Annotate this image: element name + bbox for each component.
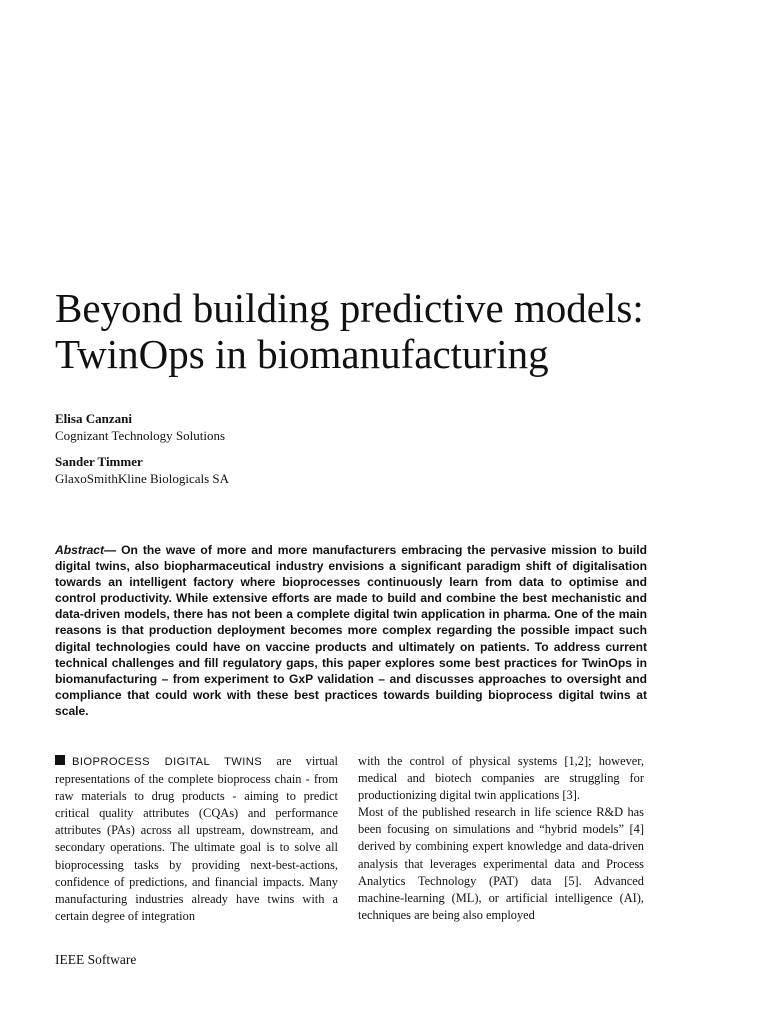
paper-title-line-1: Beyond building predictive models: (55, 285, 644, 331)
body-paragraph-1: with the control of physical systems [1,2]; however, medical and biotech companies are struggling for productionizing digital twin applications [3]. (358, 754, 644, 803)
author-affiliation: Cognizant Technology Solutions (55, 428, 226, 443)
paper-title-line-2: TwinOps in biomanufacturing (55, 331, 549, 377)
body-column-right (358, 753, 644, 924)
intro-text: are virtual representations of the complete bioprocess chain - from raw materials to drug products - aiming to predict critical quality attributes (CQAs) and performance attributes (PAs) across all upstream, downstream, and secondary operations. The ultimate goal is to solve all bioprocessing tasks by providing next-best-actions, confidence of predictions, and financial impacts. Many manufacturing industries already have twins with a certain degree of integration (55, 754, 339, 923)
abstract (55, 542, 647, 719)
author-block-1 (55, 410, 225, 444)
body-paragraph-2: Most of the published research in life science R&D has been focusing on simulations and “hybrid models” [4] derived by combining expert knowledge and data-driven analysis that leverages experimental data and Process Analytics Technology (PAT) data [5]. Advanced machine-learning (ML), or artificial intelligence (AI), techniques are being also employed (358, 805, 644, 922)
section-marker-icon (55, 755, 65, 765)
author-name: Elisa Canzani (55, 411, 132, 426)
journal-footer: IEEE Software (55, 952, 137, 967)
body-column-left (55, 753, 338, 925)
abstract-label: Abstract— (55, 543, 117, 557)
author-affiliation: GlaxoSmithKline Biologicals SA (55, 471, 230, 486)
paper-title (55, 285, 735, 377)
author-name: Sander Timmer (55, 454, 143, 469)
section-heading: BIOPROCESS DIGITAL TWINS (72, 756, 263, 768)
author-block-2 (55, 453, 229, 487)
abstract-text: On the wave of more and more manufacturers embracing the pervasive mission to build digital twins, also biopharmaceutical industry envisions a significant paradigm shift of digitalisation towards an intelligent factory where bioprocesses continuously learn from data to optimise and control productivity. While extensive efforts are made to build and combine the best mechanistic and data-driven models, there has not been a complete digital twin application in pharma. One of the main reasons is that production deployment becomes more complex regarding the possible impact such digital technologies could have on vaccine products and ultimately on patients. To address current technical challenges and fill regulatory gaps, this paper explores some best practices for TwinOps in biomanufacturing – from experiment to GxP validation – and discusses approaches to oversight and compliance that could work with these best practices towards building bioprocess digital twins at scale. (55, 543, 647, 718)
intro-paragraph (55, 753, 338, 925)
